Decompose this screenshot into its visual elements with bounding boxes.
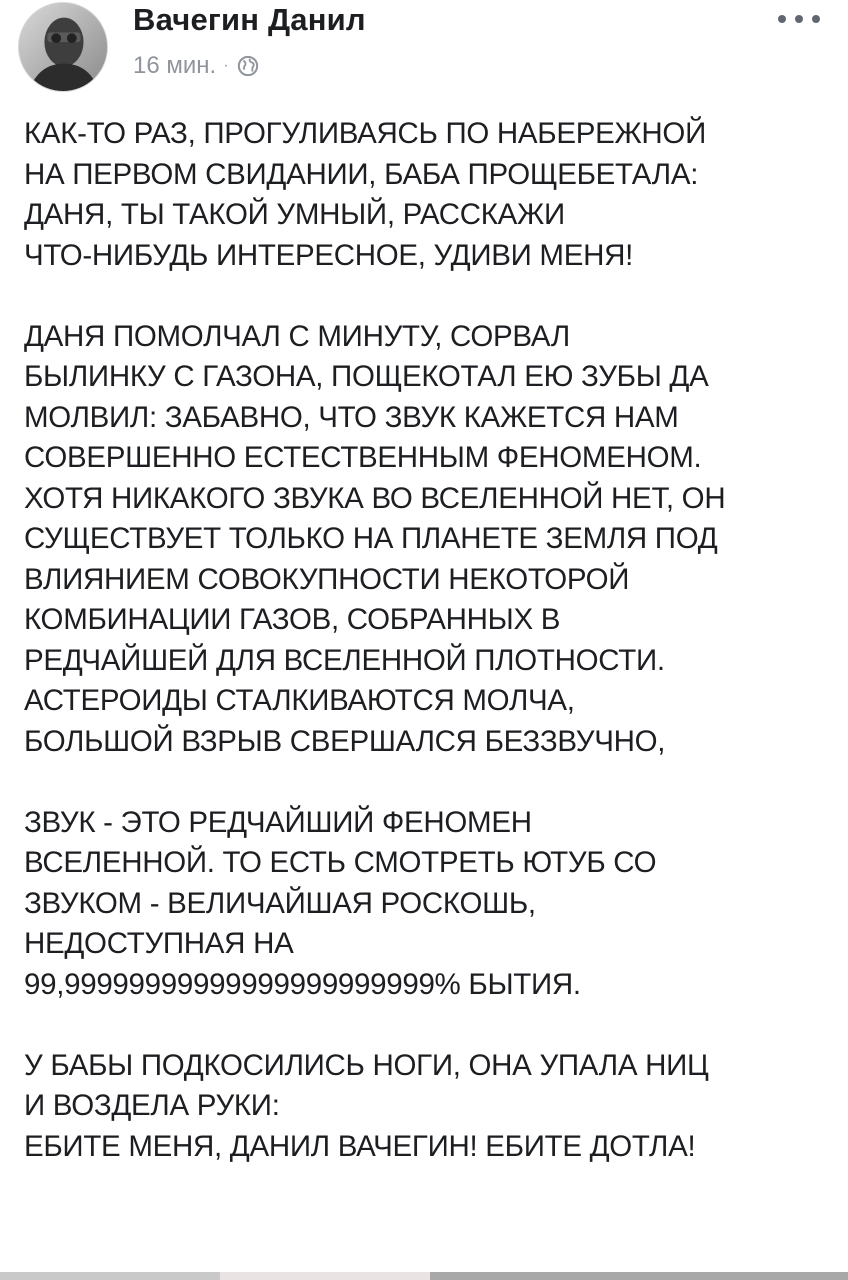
next-post-edge	[0, 1272, 848, 1280]
globe-icon[interactable]	[237, 55, 259, 77]
author-name[interactable]: Вачегин Данил	[133, 2, 366, 37]
more-dot	[812, 15, 820, 23]
more-options-button[interactable]	[778, 8, 820, 30]
user-avatar-icon	[19, 3, 107, 91]
post-text	[24, 114, 834, 1167]
post-header	[0, 0, 848, 96]
post-paragraph: ЗВУК - ЭТО РЕДЧАЙШИЙ ФЕНОМЕН ВСЕЛЕННОЙ. ТО ЕСТЬ СМОТРЕТЬ ЮТУБ СО ЗВУКОМ - ВЕЛИЧАЙШАЯ РОСКОШЬ, НЕДОСТУПНАЯ НА 99,99999999999999999999999% БЫТИЯ.	[24, 805, 657, 1001]
post-timestamp[interactable]: 16 мин.	[133, 52, 217, 79]
edge-segment	[430, 1272, 848, 1280]
edge-segment	[0, 1272, 220, 1280]
post-meta	[133, 51, 259, 81]
author-avatar[interactable]	[18, 2, 108, 92]
post-paragraph: У БАБЫ ПОДКОСИЛИСЬ НОГИ, ОНА УПАЛА НИЦ И ВОЗДЕЛА РУКИ: ЕБИТЕ МЕНЯ, ДАНИЛ ВАЧЕГИН! ЕБИТЕ ДОТЛА!	[24, 1048, 709, 1163]
more-dot	[795, 15, 803, 23]
post-paragraph: КАК-ТО РАЗ, ПРОГУЛИВАЯСЬ ПО НАБЕРЕЖНОЙ НА ПЕРВОМ СВИДАНИИ, БАБА ПРОЩЕБЕТАЛА: ДАНЯ, ТЫ ТАКОЙ УМНЫЙ, РАССКАЖИ ЧТО-НИБУДЬ ИНТЕРЕСНОЕ, УДИВИ МЕНЯ!	[24, 117, 706, 272]
more-dots-icon	[778, 15, 786, 23]
edge-segment	[220, 1272, 430, 1280]
post-paragraph: ДАНЯ ПОМОЛЧАЛ С МИНУТУ, СОРВАЛ БЫЛИНКУ С ГАЗОНА, ПОЩЕКОТАЛ ЕЮ ЗУБЫ ДА МОЛВИЛ: ЗАБАВНО, ЧТО ЗВУК КАЖЕТСЯ НАМ СОВЕРШЕННО ЕСТЕСТВЕННЫМ ФЕНОМЕНОМ. ХОТЯ НИКАКОГО ЗВУКА ВО ВСЕЛЕННОЙ НЕТ, ОН СУЩЕСТВУЕТ ТОЛЬКО НА ПЛАНЕТЕ ЗЕМЛЯ ПОД ВЛИЯНИЕМ СОВОКУПНОСТИ НЕКОТОРОЙ КОМБИНАЦИИ ГАЗОВ, СОБРАННЫХ В РЕДЧАЙШЕЙ ДЛЯ ВСЕЛЕННОЙ ПЛОТНОСТИ. АСТЕРОИДЫ СТАЛКИВАЮТСЯ МОЛЧА, БОЛЬШОЙ ВЗРЫВ СВЕРШАЛСЯ БЕЗЗВУЧНО,	[24, 319, 726, 758]
meta-separator: ·	[223, 57, 229, 74]
